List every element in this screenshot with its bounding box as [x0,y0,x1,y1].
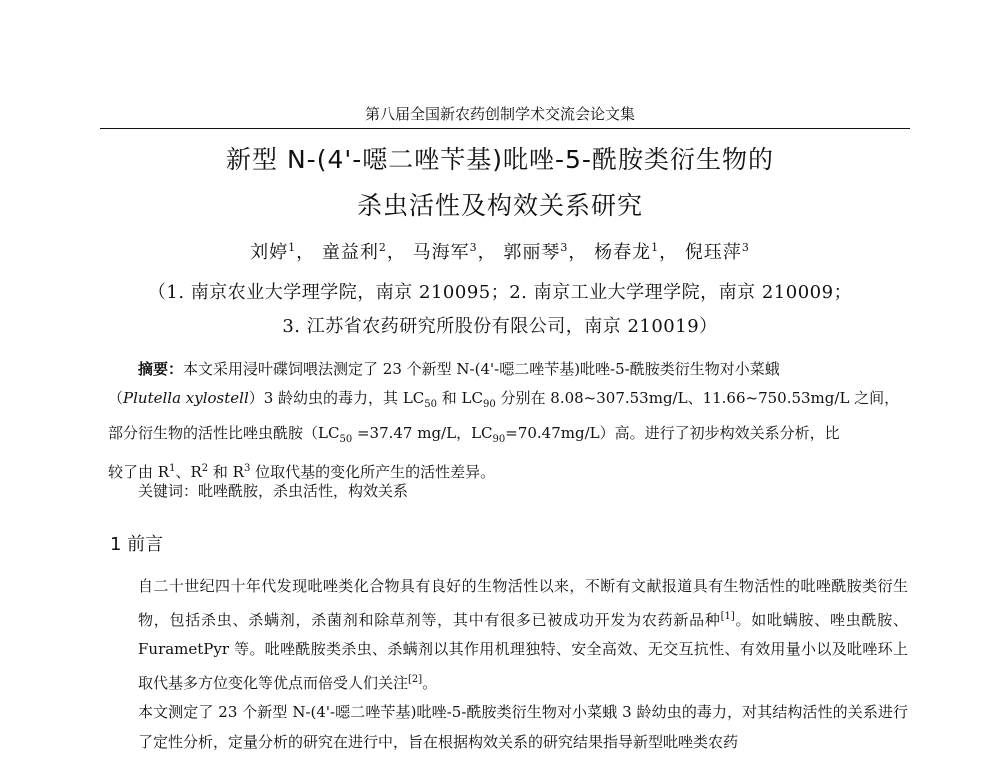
abstract-text: 、R [175,463,202,481]
abstract-line [108,419,908,454]
abstract-text: 本文采用浸叶碟饲喂法测定了 23 个新型 N-(4'-噁二唑苄基)吡唑-5-酰胺类衍生物对小菜蛾 [183,360,780,378]
abstract-text: 分别在 8.08~307.53mg/L、11.66~750.53mg/L 之间， [495,389,900,407]
abstract-text: 部分衍生物的活性比唑虫酰胺（LC [108,424,340,442]
abstract-text: 位取代基的变化所产生的活性差异。 [250,463,496,481]
superscript: 3 [243,463,251,474]
paragraph-text: 自二十世纪四十年代发现吡唑类化合物具有良好的生物活性以来，不断有文献报道具有生物活性的吡唑酰胺类衍生物，包括杀虫、杀螨剂，杀菌剂和除草剂等，其中有很多已被成功开发为农药新品种 [138,577,908,629]
citation-ref: [2] [408,673,423,685]
abstract-text: 较了由 R [108,463,170,481]
author-affiliation-mark: 1 [288,241,297,254]
abstract-label: 摘要： [138,360,184,378]
paragraph [108,572,908,698]
citation-ref: [1] [720,610,735,622]
author-name: 杨春龙 [594,242,652,263]
author-affiliation-mark: 2 [378,241,387,254]
species-name: Plutella xylostell [123,389,249,407]
author-name: 刘婷 [250,242,289,263]
paragraph-text: 。如吡螨胺、唑虫酰胺、FurametPyr 等。吡唑酰胺类杀虫、杀螨剂以其作用机理独特、安全高效、无交互抗性、有效用量小以及吡唑环上取代基多方位变化等优点而倍受人们关注 [138,610,908,692]
section-heading: 1 前言 [110,534,164,555]
author-name: 倪珏萍 [684,242,742,263]
author-list: 刘婷$^1$， 童益利$^2$， 马海军$^3$， 郭丽琴$^3$， 杨春龙$^1$， 倪珏萍$^3$ [250,241,750,263]
paragraph: 本文测定了 23 个新型 N-(4'-噁二唑苄基)吡唑-5-酰胺类衍生物对小菜蛾 3 龄幼虫的毒力，对其结构活性的关系进行了定性分析，定量分析的研究在进行中，旨在根据构效关系的研究结果指导新型吡唑类农药 [138,703,908,751]
keywords-text: 吡唑酰胺，杀虫活性，构效关系 [198,482,409,500]
paragraph-text: 。 [422,673,438,692]
header-rule [100,128,910,129]
subscript: 90 [492,434,506,445]
author-name: 童益利 [321,242,379,263]
subscript: 50 [339,434,353,445]
title-line-1: 新型 N-(4'-噁二唑苄基)吡唑-5-酰胺类衍生物的 [226,145,774,174]
title-line-2: 杀虫活性及构效关系研究 [356,191,643,220]
author-name: 郭丽琴 [503,242,561,263]
superscript: 1 [169,463,176,474]
abstract-text: =37.47 mg/L，LC [352,424,493,442]
author-affiliation-mark: 3 [469,241,478,254]
abstract-text: 和 R [208,463,244,481]
subscript: 90 [483,399,496,410]
running-header: 第八届全国新农药创制学术交流会论文集 [364,105,635,123]
author-affiliation-mark: 3 [741,241,750,254]
keywords [138,480,408,501]
body-text [108,572,908,757]
affiliation-line-2: 3. 江苏省农药研究所股份有限公司，南京 210019） [282,316,718,337]
abstract-text: =70.47mg/L）高。进行了初步构效关系分析，比 [505,424,840,442]
superscript: 2 [201,463,209,474]
abstract-text: 和 LC [437,389,483,407]
abstract-line [108,384,908,419]
keywords-label: 关键词： [138,482,199,500]
abstract-text: ）3 龄幼虫的毒力，其 LC [248,389,425,407]
abstract [108,355,908,487]
abstract-line [108,355,908,384]
author-name: 马海军 [412,242,470,263]
subscript: 50 [424,399,438,410]
author-affiliation-mark: 3 [560,241,569,254]
affiliation-line-1: （1. 南京农业大学理学院，南京 210095；2. 南京工业大学理学院，南京 210009； [147,282,853,303]
abstract-text: （ [108,389,124,407]
author-affiliation-mark: 1 [651,241,660,254]
